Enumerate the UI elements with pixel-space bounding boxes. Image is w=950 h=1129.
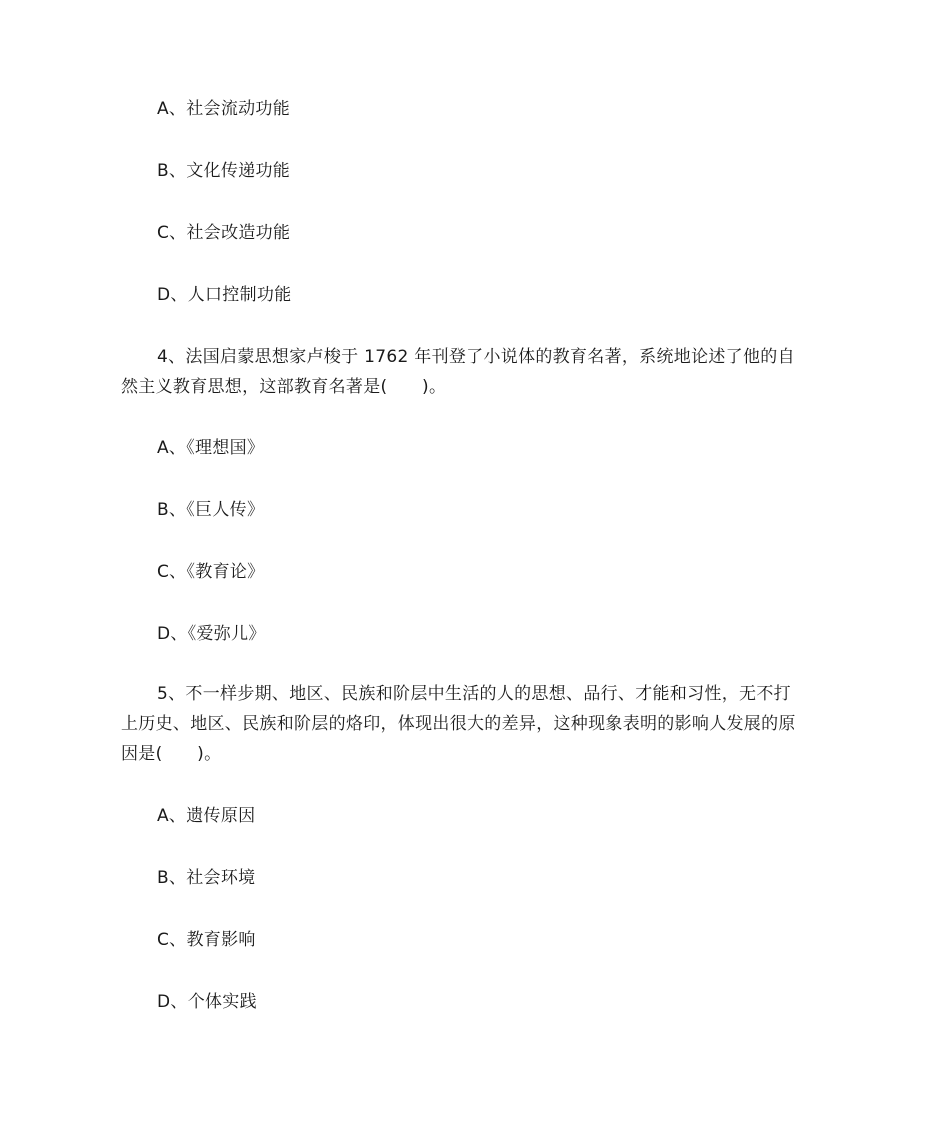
q4-option-c: C、《教育论》 xyxy=(157,562,265,582)
q5-option-b: B、社会环境 xyxy=(157,868,256,888)
q3-option-a: A、社会流动功能 xyxy=(157,99,291,119)
q5-option-d: D、个体实践 xyxy=(157,992,257,1012)
q3-option-d: D、人口控制功能 xyxy=(157,285,292,305)
q4-option-a: A、《理想国》 xyxy=(157,438,265,458)
question-5-line-3: 因是( )。 xyxy=(121,744,222,764)
q4-option-b: B、《巨人传》 xyxy=(157,500,265,520)
question-4-line-2: 然主义教育思想，这部教育名著是( )。 xyxy=(121,377,447,397)
question-5-line-2: 上历史、地区、民族和阶层的烙印，体现出很大的差异，这种现象表明的影响人发展的原 xyxy=(121,714,796,734)
q5-option-a: A、遗传原因 xyxy=(157,806,256,826)
question-5-line-1: 5、不一样步期、地区、民族和阶层中生活的人的思想、品行、才能和习性，无不打 xyxy=(157,684,791,704)
q3-option-b: B、文化传递功能 xyxy=(157,161,291,181)
q5-option-c: C、教育影响 xyxy=(157,930,256,950)
question-4-line-1: 4、法国启蒙思想家卢梭于 1762 年刊登了小说体的教育名著，系统地论述了他的自 xyxy=(157,347,795,367)
q4-option-d: D、《爱弥儿》 xyxy=(157,624,266,644)
q3-option-c: C、社会改造功能 xyxy=(157,223,291,243)
